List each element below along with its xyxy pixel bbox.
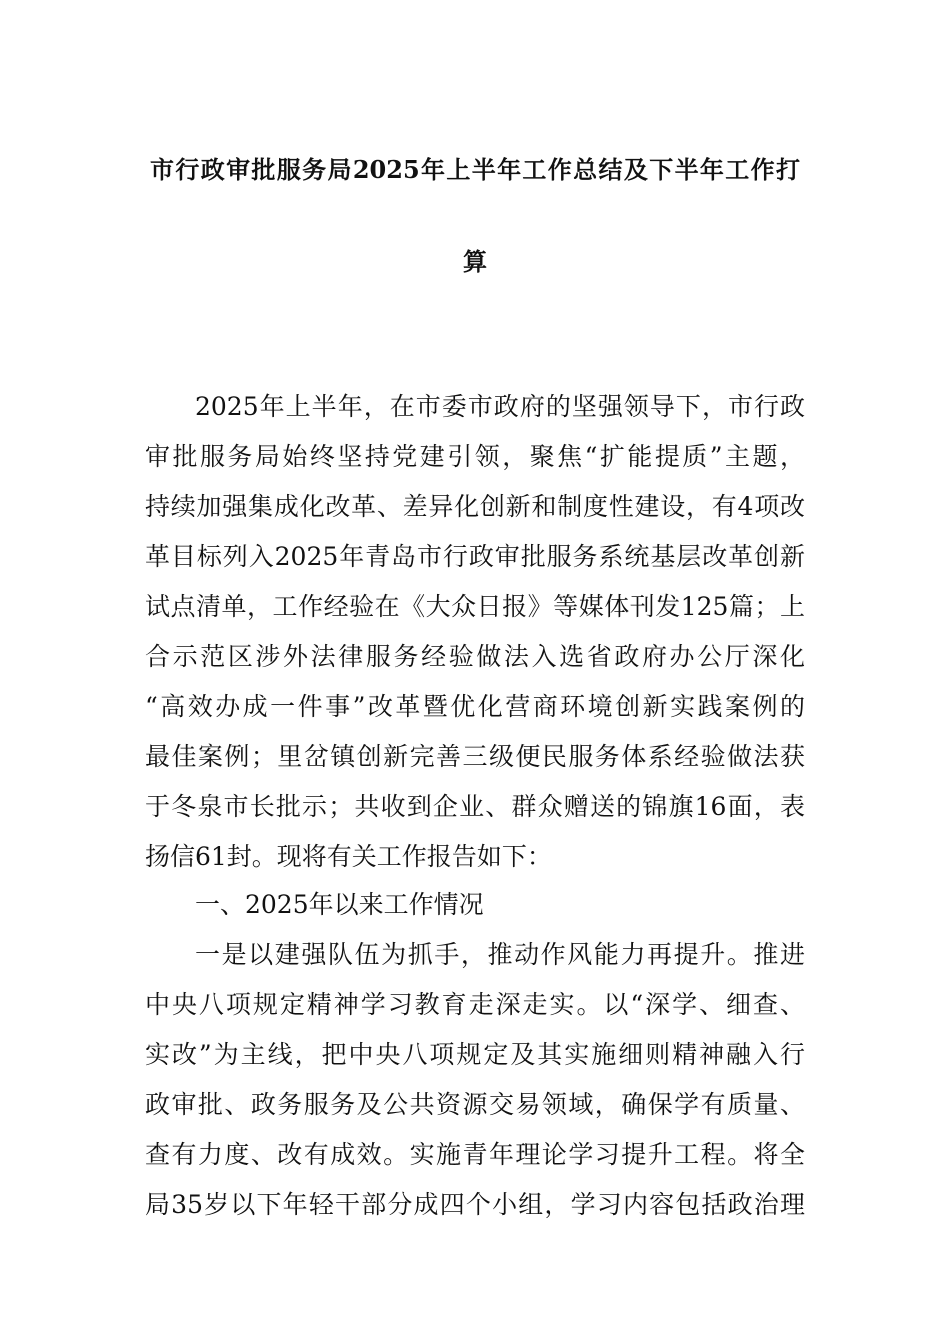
- paragraph-1-line: 扬信61封。现将有关工作报告如下：: [145, 842, 552, 871]
- paragraph-2-line: 局35岁以下年轻干部分成四个小组，学习内容包括政治理: [145, 1190, 805, 1219]
- paragraph-2-line: 实改”为主线，把中央八项规定及其实施细则精神融入行: [145, 1040, 805, 1069]
- paragraph-1-line: 于冬泉市长批示；共收到企业、群众赠送的锦旗16面，表: [145, 792, 805, 821]
- document-title-line-2: 算: [463, 247, 487, 276]
- document-title-line-1: 市行政审批服务局2025年上半年工作总结及下半年工作打: [150, 155, 800, 184]
- section-heading: 一、2025年以来工作情况: [195, 890, 484, 919]
- paragraph-1-line: 合示范区涉外法律服务经验做法入选省政府办公厅深化: [145, 642, 805, 671]
- paragraph-1-line: 审批服务局始终坚持党建引领，聚焦“扩能提质”主题，: [145, 442, 805, 471]
- paragraph-1-line: 持续加强集成化改革、差异化创新和制度性建设，有4项改: [145, 492, 805, 521]
- paragraph-2-line: 查有力度、改有成效。实施青年理论学习提升工程。将全: [145, 1140, 805, 1169]
- paragraph-1-line: 最佳案例；里岔镇创新完善三级便民服务体系经验做法获: [145, 742, 805, 771]
- paragraph-2-line: 中央八项规定精神学习教育走深走实。以“深学、细查、: [145, 990, 805, 1019]
- paragraph-1-line: 革目标列入2025年青岛市行政审批服务系统基层改革创新: [145, 542, 805, 571]
- paragraph-1-line: 2025年上半年，在市委市政府的坚强领导下，市行政: [195, 392, 805, 421]
- paragraph-1-line: 试点清单，工作经验在《大众日报》等媒体刊发125篇；上: [145, 592, 805, 621]
- paragraph-2-line: 政审批、政务服务及公共资源交易领域，确保学有质量、: [145, 1090, 805, 1119]
- paragraph-2-line: 一是以建强队伍为抓手，推动作风能力再提升。推进: [195, 940, 805, 969]
- paragraph-1-line: “高效办成一件事”改革暨优化营商环境创新实践案例的: [145, 692, 805, 721]
